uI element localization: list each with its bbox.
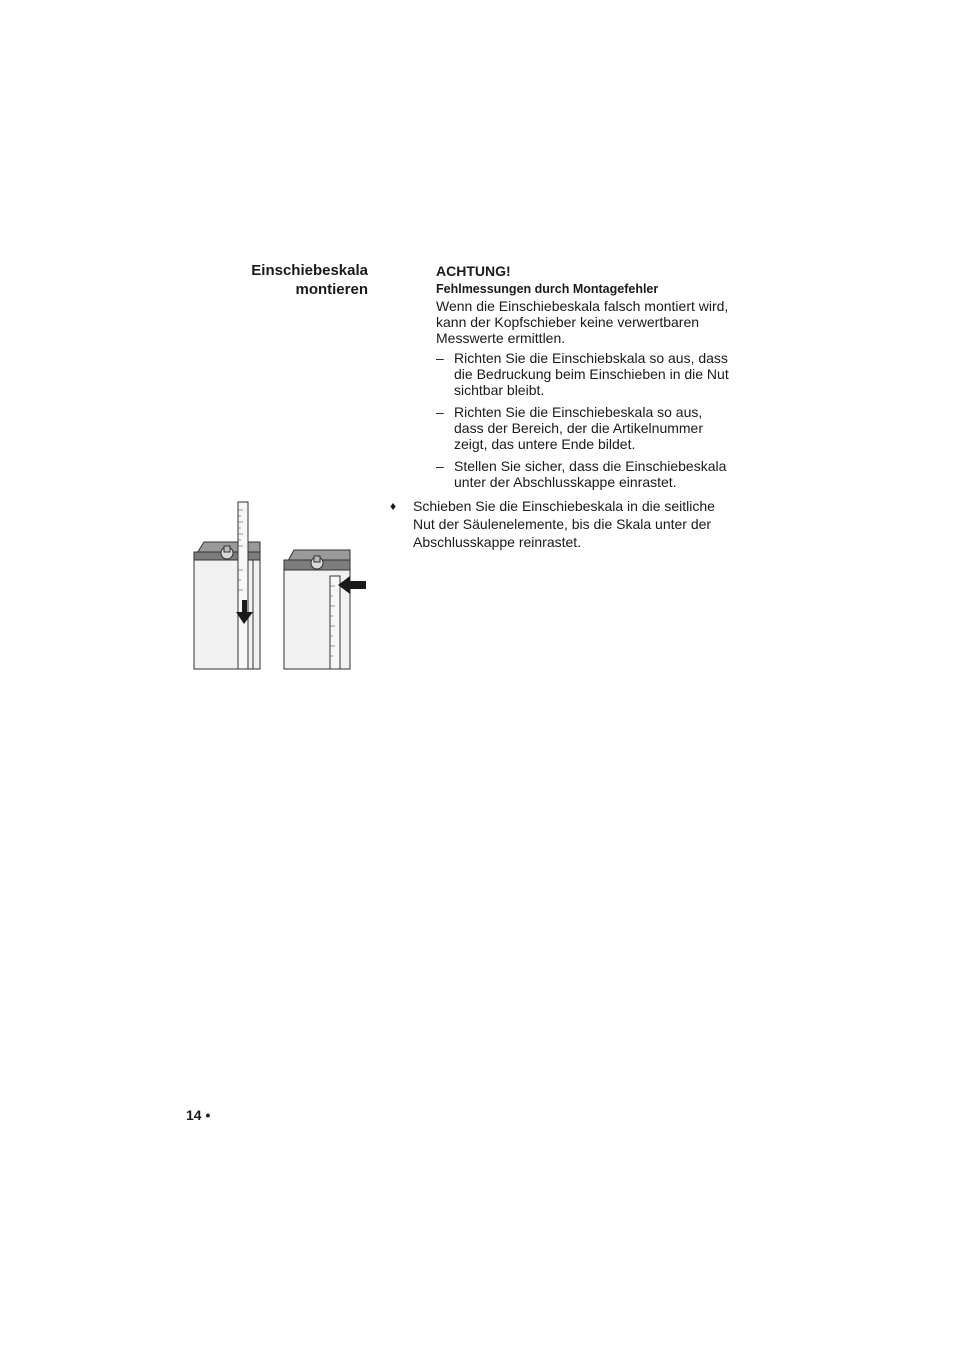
warning-item-text: Stellen Sie sicher, dass die Einschiebeskala unter der Abschlusskappe einrastet. bbox=[454, 458, 727, 490]
content-column bbox=[390, 263, 735, 551]
warning-list-item bbox=[436, 350, 735, 398]
section-title bbox=[200, 261, 368, 299]
instruction-step bbox=[390, 497, 735, 551]
warning-label: ACHTUNG! bbox=[436, 263, 511, 279]
diamond-bullet-icon: ♦ bbox=[390, 499, 397, 513]
page-number: 14 • bbox=[186, 1107, 211, 1123]
warning-item-text: Richten Sie die Einschiebeskala so aus, dass der Bereich, der die Artikelnummer zeigt, das untere Ende bildet. bbox=[454, 404, 703, 452]
dash-icon: – bbox=[436, 458, 444, 474]
column-scale-illustration bbox=[190, 500, 370, 670]
warning-text: Wenn die Einschiebeskala falsch montiert wird, kann der Kopfschieber keine verwertbaren Messwerte ermittlen. bbox=[436, 298, 729, 346]
right-scale-strip bbox=[330, 576, 340, 669]
instruction-step-text: Schieben Sie die Einschiebeskala in die seitliche Nut der Säulenelemente, bis die Skala unter der Abschlusskappe reinrastet. bbox=[413, 498, 715, 550]
left-scale-strip bbox=[238, 502, 248, 669]
warning-item-text: Richten Sie die Einschiebskala so aus, dass die Bedruckung beim Einschieben in die Nut sichtbar bleibt. bbox=[454, 350, 729, 398]
left-column bbox=[194, 542, 260, 669]
warning-subtitle: Fehlmessungen durch Montagefehler bbox=[436, 282, 659, 296]
warning-list bbox=[436, 350, 735, 490]
warning-list-item bbox=[436, 404, 735, 452]
dash-icon: – bbox=[436, 404, 444, 420]
section-title-line2: montieren bbox=[295, 281, 368, 298]
section-title-line1: Einschiebeskala bbox=[251, 262, 368, 279]
warning-list-item bbox=[436, 458, 735, 490]
dash-icon: – bbox=[436, 350, 444, 366]
